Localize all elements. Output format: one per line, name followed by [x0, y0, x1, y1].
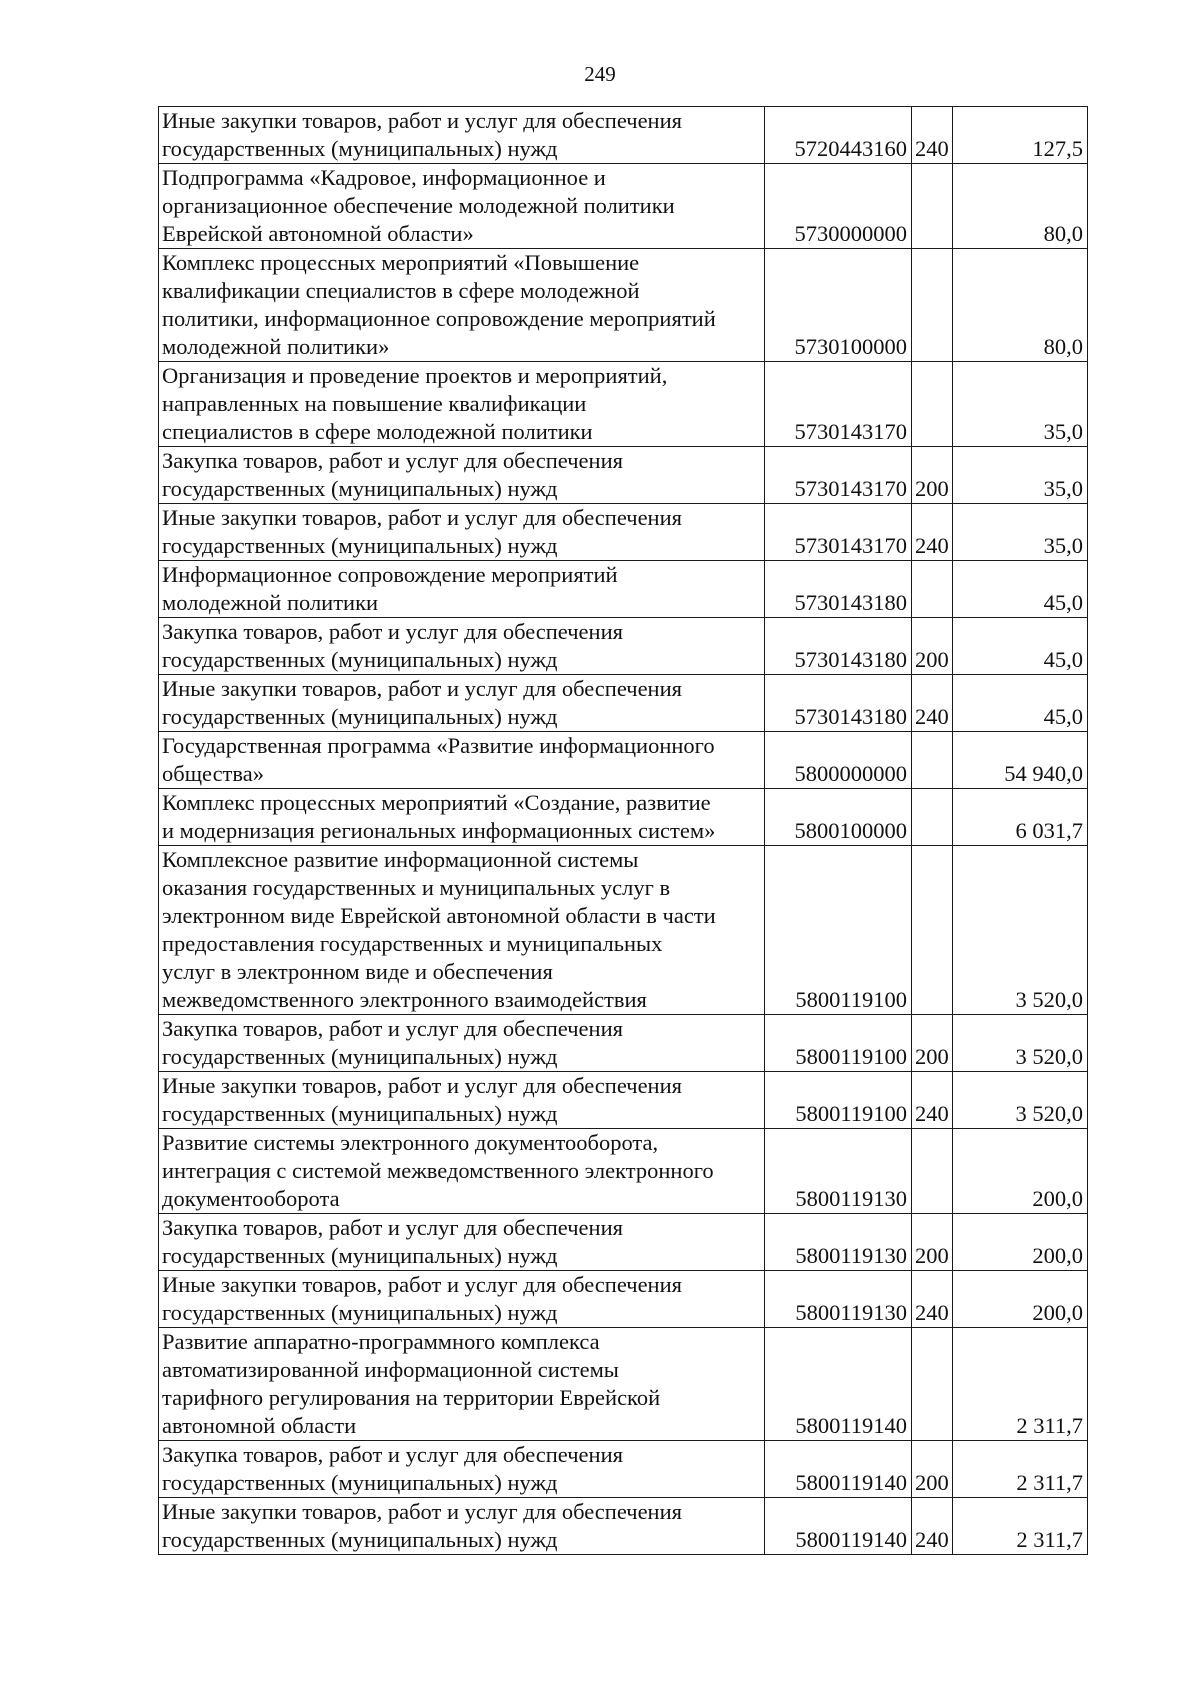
row-code-cell: 5800119100 — [765, 846, 912, 1015]
row-name-cell: Закупка товаров, работ и услуг для обеспечения государственных (муниципальных) нужд — [159, 1214, 765, 1271]
row-code-cell: 5800119130 — [765, 1214, 912, 1271]
row-expense-type-cell — [912, 1328, 953, 1441]
row-code-cell: 5800119100 — [765, 1015, 912, 1072]
page-number: 249 — [584, 62, 616, 86]
row-amount-cell: 3 520,0 — [953, 846, 1088, 1015]
row-amount-cell: 45,0 — [953, 618, 1088, 675]
row-amount-cell: 35,0 — [953, 447, 1088, 504]
row-name-cell: Иные закупки товаров, работ и услуг для обеспечения государственных (муниципальных) нужд — [159, 1498, 765, 1555]
row-code-cell: 5800100000 — [765, 789, 912, 846]
table-row — [159, 675, 1088, 732]
row-amount-cell: 200,0 — [953, 1271, 1088, 1328]
row-expense-type-cell — [912, 249, 953, 362]
row-name-cell: Организация и проведение проектов и мероприятий, направленных на повышение квалификации специалистов в сфере молодежной политики — [159, 362, 765, 447]
row-amount-cell: 2 311,7 — [953, 1328, 1088, 1441]
row-name-cell: Комплекс процессных мероприятий «Создание, развитие и модернизация региональных информационных систем» — [159, 789, 765, 846]
row-code-cell: 5720443160 — [765, 107, 912, 164]
row-code-cell: 5730143170 — [765, 447, 912, 504]
table-row — [159, 1271, 1088, 1328]
row-amount-cell: 45,0 — [953, 561, 1088, 618]
row-amount-cell: 2 311,7 — [953, 1441, 1088, 1498]
row-amount-cell: 127,5 — [953, 107, 1088, 164]
row-expense-type-cell: 200 — [912, 1214, 953, 1271]
row-amount-cell: 6 031,7 — [953, 789, 1088, 846]
row-expense-type-cell: 240 — [912, 1498, 953, 1555]
row-code-cell: 5730143170 — [765, 504, 912, 561]
table-row — [159, 561, 1088, 618]
row-name-cell: Закупка товаров, работ и услуг для обеспечения государственных (муниципальных) нужд — [159, 1441, 765, 1498]
table-row — [159, 1129, 1088, 1214]
row-code-cell: 5730100000 — [765, 249, 912, 362]
row-expense-type-cell: 200 — [912, 618, 953, 675]
table-row — [159, 1328, 1088, 1441]
table-row — [159, 249, 1088, 362]
row-expense-type-cell: 240 — [912, 107, 953, 164]
row-amount-cell: 200,0 — [953, 1214, 1088, 1271]
row-amount-cell: 54 940,0 — [953, 732, 1088, 789]
row-name-cell: Закупка товаров, работ и услуг для обеспечения государственных (муниципальных) нужд — [159, 618, 765, 675]
table-row — [159, 1072, 1088, 1129]
budget-table — [158, 106, 1088, 1555]
row-code-cell: 5730143180 — [765, 618, 912, 675]
row-expense-type-cell — [912, 1129, 953, 1214]
budget-table-body — [159, 107, 1088, 1555]
row-amount-cell: 3 520,0 — [953, 1072, 1088, 1129]
row-amount-cell: 80,0 — [953, 164, 1088, 249]
row-name-cell: Развитие аппаратно-программного комплекса автоматизированной информационной системы тарифного регулирования на территории Еврейской автономной области — [159, 1328, 765, 1441]
row-name-cell: Информационное сопровождение мероприятий молодежной политики — [159, 561, 765, 618]
row-code-cell: 5730000000 — [765, 164, 912, 249]
row-expense-type-cell: 240 — [912, 504, 953, 561]
table-row — [159, 789, 1088, 846]
table-row — [159, 362, 1088, 447]
table-row — [159, 1498, 1088, 1555]
row-expense-type-cell — [912, 164, 953, 249]
row-amount-cell: 35,0 — [953, 362, 1088, 447]
row-expense-type-cell — [912, 846, 953, 1015]
row-expense-type-cell: 240 — [912, 675, 953, 732]
row-amount-cell: 2 311,7 — [953, 1498, 1088, 1555]
row-expense-type-cell: 240 — [912, 1072, 953, 1129]
table-row — [159, 1214, 1088, 1271]
row-name-cell: Закупка товаров, работ и услуг для обеспечения государственных (муниципальных) нужд — [159, 1015, 765, 1072]
row-code-cell: 5800119140 — [765, 1498, 912, 1555]
row-code-cell: 5730143180 — [765, 675, 912, 732]
row-name-cell: Иные закупки товаров, работ и услуг для обеспечения государственных (муниципальных) нужд — [159, 107, 765, 164]
row-code-cell: 5730143170 — [765, 362, 912, 447]
row-name-cell: Подпрограмма «Кадровое, информационное и организационное обеспечение молодежной политики Еврейской автономной области» — [159, 164, 765, 249]
table-row — [159, 846, 1088, 1015]
row-name-cell: Комплексное развитие информационной системы оказания государственных и муниципальных услуг в электронном виде Еврейской автономной области в части предоставления государственных и муниципальных услуг в электронном виде и обеспечения межведомственного электронного взаимодействия — [159, 846, 765, 1015]
row-code-cell: 5800000000 — [765, 732, 912, 789]
row-name-cell: Комплекс процессных мероприятий «Повышение квалификации специалистов в сфере молодежной политики, информационное сопровождение мероприятий молодежной политики» — [159, 249, 765, 362]
row-amount-cell: 200,0 — [953, 1129, 1088, 1214]
row-code-cell: 5800119130 — [765, 1129, 912, 1214]
row-name-cell: Иные закупки товаров, работ и услуг для обеспечения государственных (муниципальных) нужд — [159, 1271, 765, 1328]
table-row — [159, 618, 1088, 675]
table-row — [159, 164, 1088, 249]
row-name-cell: Государственная программа «Развитие информационного общества» — [159, 732, 765, 789]
row-amount-cell: 80,0 — [953, 249, 1088, 362]
row-name-cell: Развитие системы электронного документооборота, интеграция с системой межведомственного электронного документооборота — [159, 1129, 765, 1214]
table-row — [159, 1441, 1088, 1498]
row-amount-cell: 45,0 — [953, 675, 1088, 732]
row-expense-type-cell — [912, 789, 953, 846]
row-code-cell: 5800119140 — [765, 1441, 912, 1498]
table-row — [159, 504, 1088, 561]
row-name-cell: Иные закупки товаров, работ и услуг для обеспечения государственных (муниципальных) нужд — [159, 1072, 765, 1129]
row-expense-type-cell — [912, 561, 953, 618]
row-name-cell: Иные закупки товаров, работ и услуг для обеспечения государственных (муниципальных) нужд — [159, 504, 765, 561]
row-name-cell: Иные закупки товаров, работ и услуг для обеспечения государственных (муниципальных) нужд — [159, 675, 765, 732]
row-expense-type-cell: 200 — [912, 1015, 953, 1072]
row-amount-cell: 3 520,0 — [953, 1015, 1088, 1072]
row-expense-type-cell: 240 — [912, 1271, 953, 1328]
table-row — [159, 1015, 1088, 1072]
row-expense-type-cell — [912, 362, 953, 447]
row-expense-type-cell — [912, 732, 953, 789]
table-row — [159, 447, 1088, 504]
row-amount-cell: 35,0 — [953, 504, 1088, 561]
table-row — [159, 107, 1088, 164]
table-row — [159, 732, 1088, 789]
row-expense-type-cell: 200 — [912, 1441, 953, 1498]
row-code-cell: 5800119140 — [765, 1328, 912, 1441]
row-code-cell: 5800119100 — [765, 1072, 912, 1129]
row-expense-type-cell: 200 — [912, 447, 953, 504]
row-code-cell: 5800119130 — [765, 1271, 912, 1328]
row-code-cell: 5730143180 — [765, 561, 912, 618]
row-name-cell: Закупка товаров, работ и услуг для обеспечения государственных (муниципальных) нужд — [159, 447, 765, 504]
